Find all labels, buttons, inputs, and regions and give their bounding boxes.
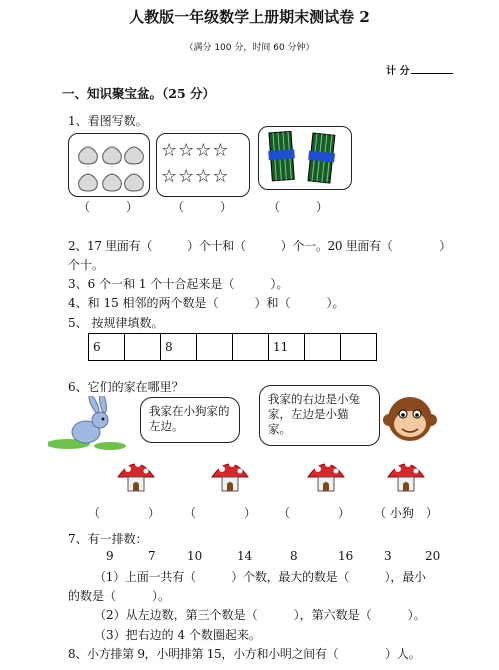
sequence-cell[interactable] xyxy=(233,334,269,361)
q1-answer-1[interactable]: （ ） xyxy=(78,200,139,214)
sequence-table xyxy=(88,333,377,361)
number-item[interactable]: 3 xyxy=(384,549,392,563)
score-label: 计 分 xyxy=(386,66,410,77)
sequence-cell[interactable] xyxy=(305,334,341,361)
sequence-cell[interactable] xyxy=(125,334,161,361)
q7-sub1-line2: 的数是（ ）。 xyxy=(68,589,171,603)
speech-bubble-monkey: 我家的右边是小兔家，左边是小猫家。 xyxy=(259,385,380,446)
q3-text: 3、6 个一和 1 个十合起来是（ ）。 xyxy=(68,277,289,291)
page-title: 人教版一年级数学上册期末测试卷 2 xyxy=(129,8,370,26)
number-item[interactable]: 20 xyxy=(425,549,441,563)
peach-picture-box xyxy=(68,133,150,197)
q7-prompt: 7、有一排数： xyxy=(68,532,148,546)
peach-icon xyxy=(79,147,144,191)
q6-answer-4[interactable]: （ 小狗 ） xyxy=(374,506,438,520)
q7-sub1-line1: （1）上面一共有（ ）个数，最大的数是（ ），最小 xyxy=(94,570,426,584)
mushroom-house-icon xyxy=(306,455,346,495)
number-item[interactable]: 8 xyxy=(290,549,298,563)
q5-prompt: 5、 按规律填数。 xyxy=(68,316,164,330)
number-item[interactable]: 10 xyxy=(187,549,203,563)
mushroom-house-icon xyxy=(386,455,426,495)
sequence-cell[interactable] xyxy=(341,334,377,361)
peach-icons xyxy=(69,134,149,196)
sequence-cell[interactable]: 6 xyxy=(89,334,125,361)
stick-bundle-icon xyxy=(267,131,337,183)
section-heading: 一、知识聚宝盆。（25 分） xyxy=(62,86,215,101)
score-field xyxy=(386,62,453,77)
sequence-cell[interactable]: 11 xyxy=(269,334,305,361)
page-subtitle: （满分 100 分，时间 60 分钟） xyxy=(184,43,315,53)
q7-sub2: （2）从左边数，第三个数是（ ），第六数是（ ）。 xyxy=(94,608,426,622)
q4-text: 4、和 15 相邻的两个数是（ ）和（ ）。 xyxy=(68,296,345,310)
star-icons-row1: ☆☆☆☆ xyxy=(161,140,230,161)
sequence-cell[interactable]: 8 xyxy=(161,334,197,361)
q7-sub3: （3）把右边的 4 个数圈起来。 xyxy=(94,628,261,642)
speech-bubble-rabbit: 我家在小狗家的左边。 xyxy=(140,397,240,443)
sticks-picture-box xyxy=(258,126,352,190)
monkey-icon xyxy=(382,394,438,444)
stick-bundle-icons xyxy=(259,127,351,189)
number-item[interactable]: 16 xyxy=(338,549,354,563)
star-picture-box xyxy=(156,133,250,197)
q8-text: 8、小方排第 9，小明排第 15，小方和小明之间有（ ）人。 xyxy=(68,647,421,661)
q6-answer-1[interactable]: （ ） xyxy=(88,506,161,520)
q2-line2: 个十。 xyxy=(68,258,105,272)
star-icons-row2: ☆☆☆☆ xyxy=(161,166,230,187)
q6-answer-3[interactable]: （ ） xyxy=(278,506,351,520)
q6-prompt: 6、它们的家在哪里？ xyxy=(68,380,184,394)
score-blank[interactable] xyxy=(411,73,453,74)
q6-answer-2[interactable]: （ ） xyxy=(184,506,257,520)
q1-answer-2[interactable]: （ ） xyxy=(172,200,233,214)
mushroom-house-icon xyxy=(116,455,156,495)
q1-answer-3[interactable]: （ ） xyxy=(268,200,329,214)
sequence-cell[interactable] xyxy=(197,334,233,361)
mushroom-house-icon xyxy=(210,455,250,495)
number-item[interactable]: 7 xyxy=(148,549,156,563)
number-item[interactable]: 9 xyxy=(106,549,114,563)
q2-line1: 2、17 里面有（ ）个十和（ ）个一。20 里面有（ ） xyxy=(68,239,452,253)
number-item[interactable]: 14 xyxy=(237,549,253,563)
rabbit-icon xyxy=(48,396,126,452)
q1-prompt: 1、看图写数。 xyxy=(68,114,148,128)
